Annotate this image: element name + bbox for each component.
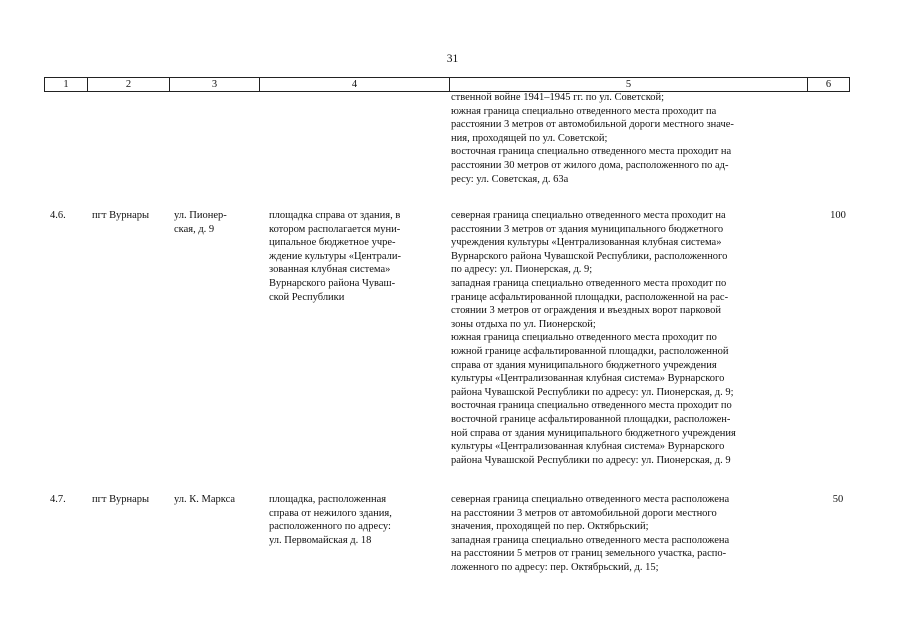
street-cell: ул. К. Маркса <box>174 494 236 505</box>
page-number: 31 <box>446 53 459 65</box>
settlement-cell: пгт Вурнары <box>92 494 150 505</box>
row-number: 4.6. <box>50 210 66 221</box>
description-cell: площадка, расположенная справа от нежилого здания, расположенного по адресу: ул. Первомайская д. 18 <box>269 494 392 546</box>
column-header-1: 1 <box>44 78 87 91</box>
capacity-cell: 100 <box>830 210 846 221</box>
column-header-4: 4 <box>259 78 449 91</box>
column-header-5: 5 <box>449 78 807 91</box>
column-header-6: 6 <box>807 78 850 91</box>
street-cell: ул. Пионер- ская, д. 9 <box>174 210 227 235</box>
continuation-boundaries: ственной войне 1941–1945 гг. по ул. Советской; южная граница специально отведенного места проходит па расстоянии 3 метров от автомобильной дороги местного значе- ния, проходящей по ул. Советской; восточная граница специально отведенного места проходит на расстоянии 30 метров от жилого дома, расположенного по ад- ресу: ул. Советская, д. 63а <box>451 92 734 185</box>
settlement-cell: пгт Вурнары <box>92 210 150 221</box>
boundaries-cell: северная граница специально отведенного места проходит на расстоянии 3 метров от здания муниципального бюджетного учреждения культуры «Централизованная клубная система» Вурнарского района Чувашской Республики, расположенного по адресу: ул. Пионерская, д. 9; западная граница специально отведенного места проходит по границе асфальтированной площадки, расположенной на рас- стоянии 3 метров от ограждения и въездных ворот парковой зоны отдыха по ул. Пионерской; южная граница специально отведенного места проходит по южной границе асфальтированной площадки, расположенной справа от здания муниципального бюджетного учреждения культуры «Централизованная клубная система» Вурнарского района Чувашской Республики по адресу: ул. Пионерская, д. 9; восточная граница специально отведенного места проходит по восточной границе асфальтированной площадки, расположен- ной справа от здания муниципального бюджетного учреждения культуры «Централизованная клубная система» Вурнарского района Чувашской Республики по адресу: ул. Пионерская, д. 9 <box>451 210 736 466</box>
table-header <box>44 77 850 92</box>
column-header-3: 3 <box>169 78 259 91</box>
column-header-2: 2 <box>87 78 169 91</box>
row-number: 4.7. <box>50 494 66 505</box>
boundaries-cell: северная граница специально отведенного места расположена на расстоянии 3 метров от автомобильной дороги местного значения, проходящей по пер. Октябрьский; западная граница специально отведенного места расположена на расстоянии 5 метров от границ земельного участка, распо- ложенного по адресу: пер. Октябрьский, д. 15; <box>451 494 730 573</box>
description-cell: площадка справа от здания, в котором располагается муни- ципальное бюджетное учре- ждение культуры «Централи- зованная клубная система» Вурнарского района Чуваш- ской Республики <box>269 210 401 303</box>
capacity-cell: 50 <box>832 494 844 505</box>
